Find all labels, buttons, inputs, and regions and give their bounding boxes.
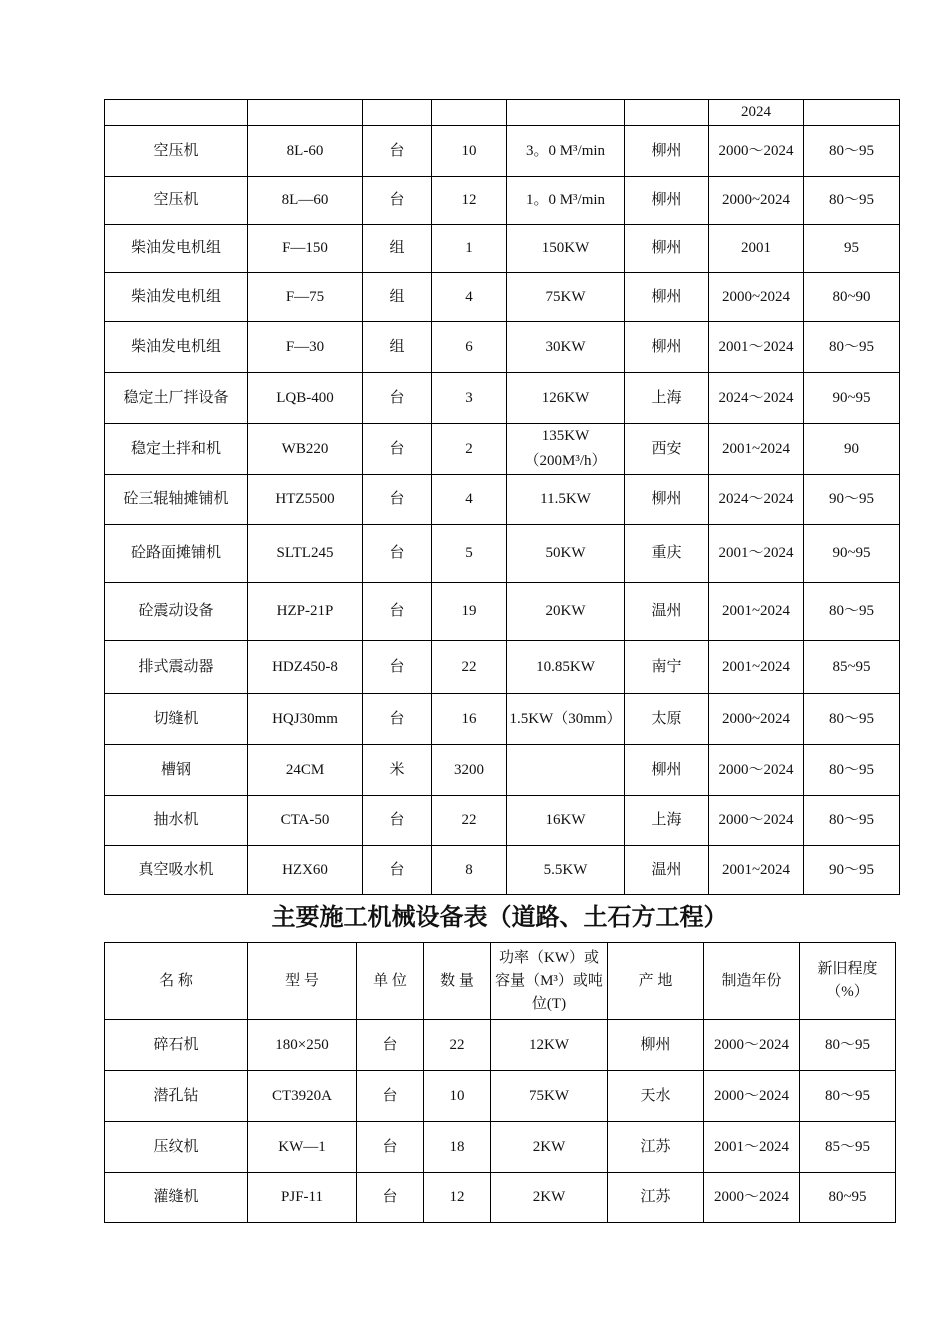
table-header-row — [105, 943, 896, 1020]
cell-qty: 22 — [432, 796, 507, 846]
table-row — [105, 846, 900, 895]
cell-name: 排式震动器 — [105, 641, 248, 694]
cell-unit: 米 — [363, 745, 432, 796]
cell-power: 12KW — [491, 1020, 608, 1071]
cell-name: 抽水机 — [105, 796, 248, 846]
cell-unit: 台 — [363, 373, 432, 424]
cell-qty: 16 — [432, 694, 507, 745]
cell-condition: 80～95 — [800, 1071, 896, 1122]
cell-year: 2000～2024 — [709, 796, 804, 846]
cell-unit: 台 — [357, 1122, 424, 1173]
cell-unit: 台 — [363, 641, 432, 694]
cell-power: 1。0 M³/min — [507, 177, 625, 225]
cell-qty: 12 — [432, 177, 507, 225]
cell-power: 1.5KW（30mm） — [507, 694, 625, 745]
cell-condition: 90~95 — [804, 525, 900, 583]
cell-power: 3。0 M³/min — [507, 126, 625, 177]
cell-origin: 西安 — [625, 424, 709, 475]
cell-origin: 太原 — [625, 694, 709, 745]
table-row — [105, 126, 900, 177]
cell-model: CTA-50 — [248, 796, 363, 846]
cell-name: 碎石机 — [105, 1020, 248, 1071]
cell-year: 2000～2024 — [704, 1071, 800, 1122]
cell-year: 2000~2024 — [709, 273, 804, 322]
cell-qty: 3200 — [432, 745, 507, 796]
cell-qty: 12 — [424, 1173, 491, 1223]
equipment-table-continued — [104, 99, 900, 895]
cell-name: 砼三辊轴摊铺机 — [105, 475, 248, 525]
cell-unit: 台 — [363, 846, 432, 895]
table-row — [105, 796, 900, 846]
cell-model: HTZ5500 — [248, 475, 363, 525]
cell-power: 126KW — [507, 373, 625, 424]
cell-qty — [432, 100, 507, 126]
cell-year: 2000~2024 — [709, 694, 804, 745]
cell-model: 8L-60 — [248, 126, 363, 177]
cell-unit: 台 — [363, 424, 432, 475]
table-row — [105, 424, 900, 475]
cell-condition: 85～95 — [800, 1122, 896, 1173]
cell-model: 180×250 — [248, 1020, 357, 1071]
table-row — [105, 583, 900, 641]
table-row — [105, 525, 900, 583]
cell-year: 2000～2024 — [709, 126, 804, 177]
cell-unit: 台 — [363, 475, 432, 525]
table-row — [105, 1173, 896, 1223]
cell-origin: 天水 — [608, 1071, 704, 1122]
cell-unit: 台 — [363, 694, 432, 745]
cell-qty: 1 — [432, 225, 507, 273]
cell-unit: 台 — [363, 177, 432, 225]
cell-year: 2000～2024 — [704, 1173, 800, 1223]
table-row — [105, 322, 900, 373]
cell-origin: 柳州 — [608, 1020, 704, 1071]
cell-year: 2001～2024 — [709, 322, 804, 373]
cell-unit: 台 — [357, 1071, 424, 1122]
cell-model: HDZ450-8 — [248, 641, 363, 694]
cell-power: 2KW — [491, 1173, 608, 1223]
cell-origin: 江苏 — [608, 1122, 704, 1173]
cell-power: 50KW — [507, 525, 625, 583]
table-row — [105, 225, 900, 273]
cell-origin: 上海 — [625, 796, 709, 846]
cell-model: KW—1 — [248, 1122, 357, 1173]
cell-name: 稳定土厂拌设备 — [105, 373, 248, 424]
table-row — [105, 1122, 896, 1173]
header-unit: 单 位 — [357, 943, 424, 1020]
cell-power: 16KW — [507, 796, 625, 846]
cell-name — [105, 100, 248, 126]
cell-origin: 温州 — [625, 846, 709, 895]
cell-power — [507, 100, 625, 126]
cell-unit: 组 — [363, 273, 432, 322]
header-model: 型 号 — [248, 943, 357, 1020]
cell-qty: 22 — [424, 1020, 491, 1071]
cell-model: CT3920A — [248, 1071, 357, 1122]
cell-origin — [625, 100, 709, 126]
table-row — [105, 100, 900, 126]
cell-condition: 90～95 — [804, 846, 900, 895]
cell-power: 2KW — [491, 1122, 608, 1173]
cell-origin: 柳州 — [625, 225, 709, 273]
cell-condition: 80～95 — [804, 322, 900, 373]
cell-model: F—75 — [248, 273, 363, 322]
equipment-table-road-earthwork — [104, 942, 896, 1223]
table-row — [105, 373, 900, 424]
cell-origin: 柳州 — [625, 273, 709, 322]
cell-model: PJF-11 — [248, 1173, 357, 1223]
cell-name: 砼路面摊铺机 — [105, 525, 248, 583]
table-row — [105, 1071, 896, 1122]
cell-origin: 南宁 — [625, 641, 709, 694]
cell-unit: 组 — [363, 322, 432, 373]
cell-unit: 台 — [363, 583, 432, 641]
cell-model: 24CM — [248, 745, 363, 796]
cell-power: 20KW — [507, 583, 625, 641]
cell-unit: 台 — [363, 796, 432, 846]
cell-year: 2000～2024 — [709, 745, 804, 796]
cell-condition — [804, 100, 900, 126]
table-row — [105, 641, 900, 694]
cell-model: SLTL245 — [248, 525, 363, 583]
cell-condition: 80～95 — [800, 1020, 896, 1071]
cell-year: 2024～2024 — [709, 475, 804, 525]
cell-unit: 台 — [357, 1173, 424, 1223]
table-row — [105, 273, 900, 322]
cell-qty: 6 — [432, 322, 507, 373]
cell-qty: 19 — [432, 583, 507, 641]
cell-condition: 80～95 — [804, 126, 900, 177]
cell-qty: 22 — [432, 641, 507, 694]
cell-model: HZP-21P — [248, 583, 363, 641]
cell-name: 稳定土拌和机 — [105, 424, 248, 475]
cell-year: 2000～2024 — [704, 1020, 800, 1071]
cell-name: 真空吸水机 — [105, 846, 248, 895]
header-origin: 产 地 — [608, 943, 704, 1020]
cell-condition: 80～95 — [804, 694, 900, 745]
cell-model: LQB-400 — [248, 373, 363, 424]
cell-name: 空压机 — [105, 177, 248, 225]
cell-origin: 柳州 — [625, 177, 709, 225]
header-name: 名 称 — [105, 943, 248, 1020]
cell-condition: 80～95 — [804, 177, 900, 225]
cell-qty: 4 — [432, 475, 507, 525]
cell-year: 2024～2024 — [709, 373, 804, 424]
cell-condition: 90~95 — [804, 373, 900, 424]
cell-year: 2001~2024 — [709, 846, 804, 895]
cell-condition: 80~95 — [800, 1173, 896, 1223]
cell-unit: 台 — [363, 126, 432, 177]
header-power: 功率（KW）或容量（M³）或吨位(T) — [491, 943, 608, 1020]
cell-year: 2001 — [709, 225, 804, 273]
cell-model: F—30 — [248, 322, 363, 373]
header-year: 制造年份 — [704, 943, 800, 1020]
cell-model — [248, 100, 363, 126]
cell-condition: 80~90 — [804, 273, 900, 322]
table-row — [105, 694, 900, 745]
cell-power: 10.85KW — [507, 641, 625, 694]
cell-origin: 柳州 — [625, 745, 709, 796]
header-qty: 数 量 — [424, 943, 491, 1020]
cell-name: 柴油发电机组 — [105, 322, 248, 373]
cell-qty: 5 — [432, 525, 507, 583]
cell-year: 2024 — [709, 100, 804, 126]
cell-name: 砼震动设备 — [105, 583, 248, 641]
cell-name: 空压机 — [105, 126, 248, 177]
cell-power: 150KW — [507, 225, 625, 273]
table-row — [105, 745, 900, 796]
cell-name: 槽钢 — [105, 745, 248, 796]
section-title: 主要施工机械设备表（道路、土石方工程） — [271, 902, 728, 931]
cell-model: HZX60 — [248, 846, 363, 895]
cell-qty: 10 — [424, 1071, 491, 1122]
cell-condition: 80～95 — [804, 583, 900, 641]
cell-unit: 台 — [363, 525, 432, 583]
cell-year: 2001～2024 — [709, 525, 804, 583]
cell-model: WB220 — [248, 424, 363, 475]
cell-power: 30KW — [507, 322, 625, 373]
cell-power: 75KW — [507, 273, 625, 322]
cell-year: 2001~2024 — [709, 583, 804, 641]
cell-power: 11.5KW — [507, 475, 625, 525]
cell-origin: 重庆 — [625, 525, 709, 583]
cell-qty: 3 — [432, 373, 507, 424]
cell-qty: 4 — [432, 273, 507, 322]
cell-year: 2000~2024 — [709, 177, 804, 225]
table-row — [105, 475, 900, 525]
header-condition: 新旧程度（%） — [800, 943, 896, 1020]
cell-name: 切缝机 — [105, 694, 248, 745]
cell-model: 8L—60 — [248, 177, 363, 225]
cell-power: 5.5KW — [507, 846, 625, 895]
cell-qty: 10 — [432, 126, 507, 177]
table-row — [105, 1020, 896, 1071]
table-row — [105, 177, 900, 225]
cell-origin: 柳州 — [625, 126, 709, 177]
cell-origin: 柳州 — [625, 322, 709, 373]
cell-model: HQJ30mm — [248, 694, 363, 745]
cell-origin: 柳州 — [625, 475, 709, 525]
cell-name: 柴油发电机组 — [105, 273, 248, 322]
cell-name: 压纹机 — [105, 1122, 248, 1173]
cell-condition: 80～95 — [804, 796, 900, 846]
cell-condition: 85~95 — [804, 641, 900, 694]
cell-power — [507, 745, 625, 796]
cell-condition: 95 — [804, 225, 900, 273]
cell-unit: 台 — [357, 1020, 424, 1071]
cell-year: 2001～2024 — [704, 1122, 800, 1173]
cell-qty: 18 — [424, 1122, 491, 1173]
cell-power: 75KW — [491, 1071, 608, 1122]
cell-year: 2001~2024 — [709, 641, 804, 694]
cell-power: 135KW（200M³/h） — [507, 424, 625, 475]
cell-unit: 组 — [363, 225, 432, 273]
cell-name: 灌缝机 — [105, 1173, 248, 1223]
cell-unit — [363, 100, 432, 126]
cell-qty: 2 — [432, 424, 507, 475]
cell-model: F—150 — [248, 225, 363, 273]
cell-condition: 90 — [804, 424, 900, 475]
cell-name: 潜孔钻 — [105, 1071, 248, 1122]
cell-qty: 8 — [432, 846, 507, 895]
cell-name: 柴油发电机组 — [105, 225, 248, 273]
cell-condition: 90～95 — [804, 475, 900, 525]
cell-year: 2001~2024 — [709, 424, 804, 475]
cell-origin: 上海 — [625, 373, 709, 424]
cell-condition: 80～95 — [804, 745, 900, 796]
cell-origin: 江苏 — [608, 1173, 704, 1223]
cell-origin: 温州 — [625, 583, 709, 641]
